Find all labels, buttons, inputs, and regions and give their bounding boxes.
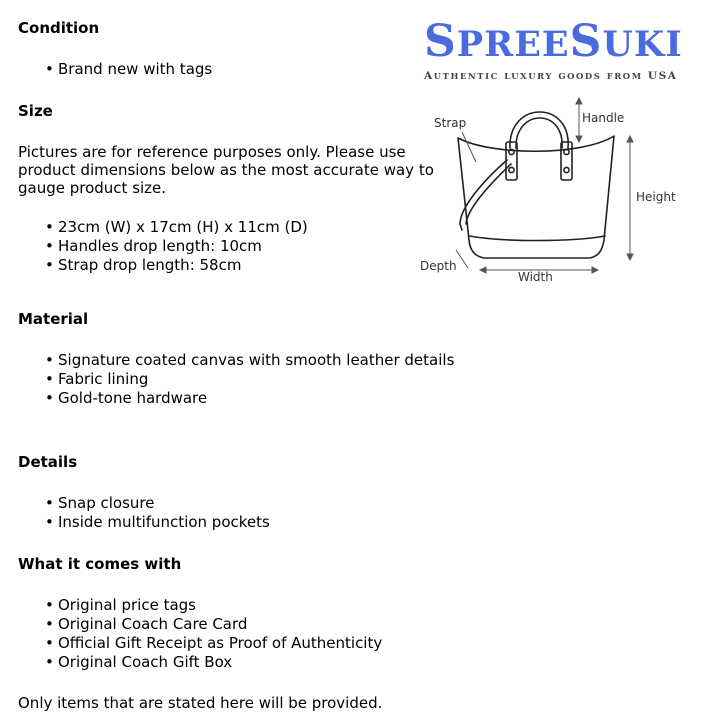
- material-list: [18, 351, 455, 408]
- height-label: Height: [636, 190, 676, 204]
- width-label: Width: [518, 270, 553, 284]
- size-heading: Size: [18, 102, 53, 120]
- list-item: • Gold-tone hardware: [18, 389, 438, 408]
- list-item: • Inside multifunction pockets: [18, 513, 438, 532]
- strap-label: Strap: [434, 116, 467, 130]
- material-heading: Material: [18, 310, 89, 328]
- footer-note: Only items that are stated here will be provided.: [18, 694, 383, 712]
- list-item: • Snap closure: [18, 494, 438, 513]
- comes-with-list: [18, 596, 438, 672]
- bag-dimension-diagram: [412, 90, 712, 290]
- list-item: • 23cm (W) x 17cm (H) x 11cm (D): [18, 218, 438, 237]
- details-list: [18, 494, 438, 532]
- list-item: • Strap drop length: 58cm: [18, 256, 438, 275]
- list-item: • Original Coach Care Card: [18, 615, 438, 634]
- comes-with-heading: What it comes with: [18, 555, 182, 573]
- list-item: • Official Gift Receipt as Proof of Authenticity: [18, 634, 438, 653]
- details-heading: Details: [18, 453, 78, 471]
- logo-tagline: AUTHENTIC LUXURY GOODS FROM USA: [424, 70, 678, 82]
- list-item: • Signature coated canvas with smooth leather details: [18, 351, 438, 370]
- size-note: Pictures are for reference purposes only. Please use product dimensions below as the most accurate way to gauge product size.: [18, 143, 434, 197]
- size-list: [18, 218, 438, 275]
- logo-wordmark: SPREESUKI: [424, 16, 683, 67]
- depth-label: Depth: [420, 259, 457, 273]
- condition-heading: Condition: [18, 19, 100, 37]
- condition-list: [18, 60, 438, 79]
- list-item: • Brand new with tags: [18, 60, 438, 79]
- spreesuki-logo: [424, 18, 716, 82]
- list-item: • Handles drop length: 10cm: [18, 237, 438, 256]
- list-item: • Original price tags: [18, 596, 438, 615]
- list-item: • Original Coach Gift Box: [18, 653, 438, 672]
- list-item: • Fabric lining: [18, 370, 438, 389]
- handle-label: Handle: [582, 111, 625, 125]
